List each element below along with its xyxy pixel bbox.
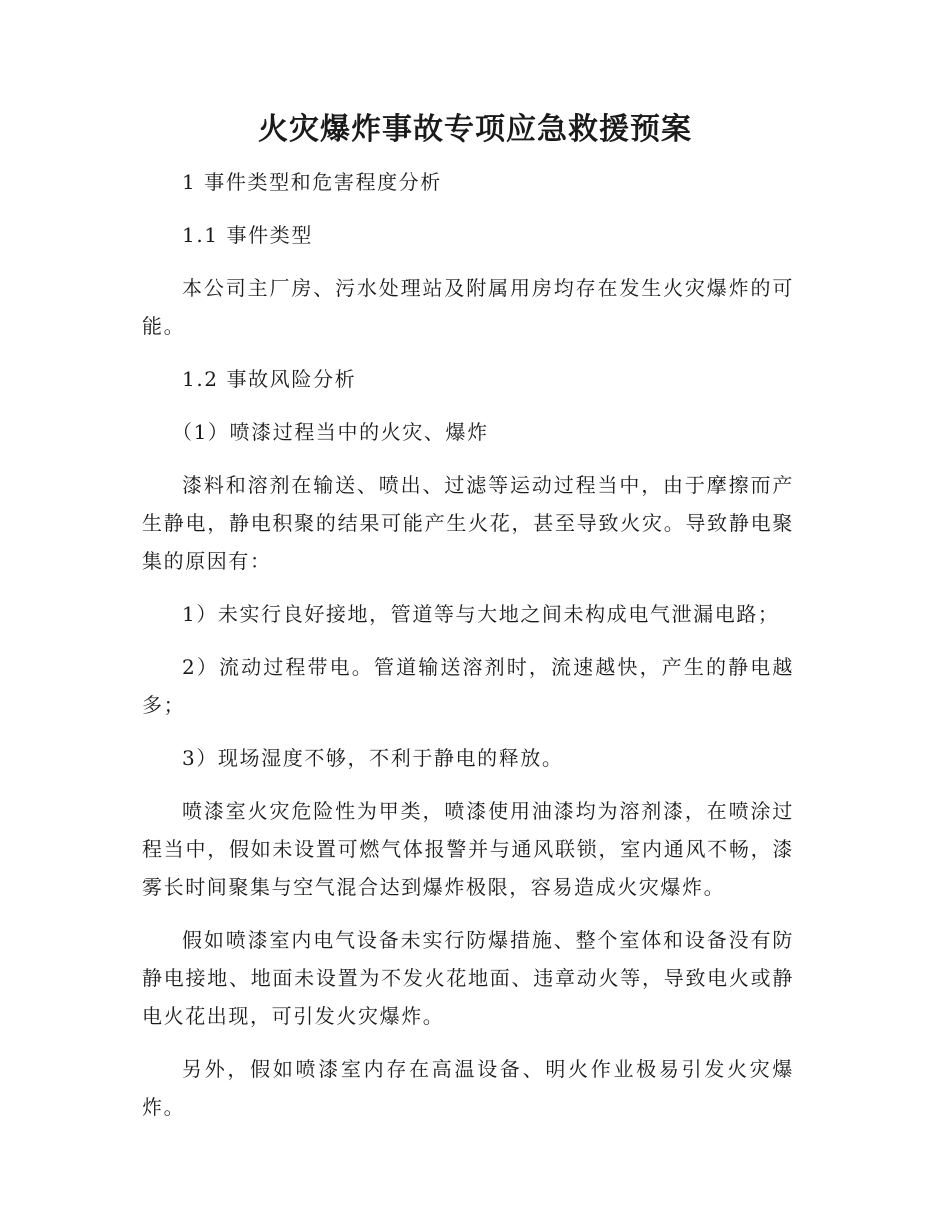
paragraph-event-type: 本公司主厂房、污水处理站及附属用房均存在发生火灾爆炸的可能。 xyxy=(142,276,794,338)
section-heading-1: 1 事件类型和危害程度分析 xyxy=(182,170,442,194)
list-item-humidity: 3）现场湿度不够，不利于静电的释放。 xyxy=(182,746,564,770)
paragraph-spray-room-hazard: 喷漆室火灾危险性为甲类，喷漆使用油漆均为溶剂漆，在喷涂过程当中，假如未设置可燃气体报警并与通风联锁，室内通风不畅，漆雾长时间聚集与空气混合达到爆炸极限，容易造成火灾爆炸。 xyxy=(142,799,794,899)
document-title: 火灾爆炸事故专项应急救援预案 xyxy=(258,112,692,147)
list-item-flow-charging: 2）流动过程带电。管道输送溶剂时，流速越快，产生的静电越多； xyxy=(142,655,794,717)
paragraph-electrical-equipment: 假如喷漆室内电气设备未实行防爆措施、整个室体和设备没有防静电接地、地面未设置为不发火花地面、违章动火等，导致电火或静电火花出现，可引发火灾爆炸。 xyxy=(142,928,794,1028)
list-item-grounding: 1）未实行良好接地，管道等与大地之间未构成电气泄漏电路； xyxy=(182,602,780,626)
paragraph-static-electricity: 漆料和溶剂在输送、喷出、过滤等运动过程当中，由于摩擦而产生静电，静电积聚的结果可能产生火花，甚至导致火灾。导致静电聚集的原因有： xyxy=(142,473,794,573)
document-body xyxy=(142,163,794,1141)
subheading-spray-painting: （1）喷漆过程当中的火灾、爆炸 xyxy=(172,420,489,444)
section-heading-1-2: 1.2 事故风险分析 xyxy=(182,367,357,391)
paragraph-high-temperature: 另外，假如喷漆室内存在高温设备、明火作业极易引发火灾爆炸。 xyxy=(142,1057,794,1119)
section-heading-1-1: 1.1 事件类型 xyxy=(182,223,313,247)
